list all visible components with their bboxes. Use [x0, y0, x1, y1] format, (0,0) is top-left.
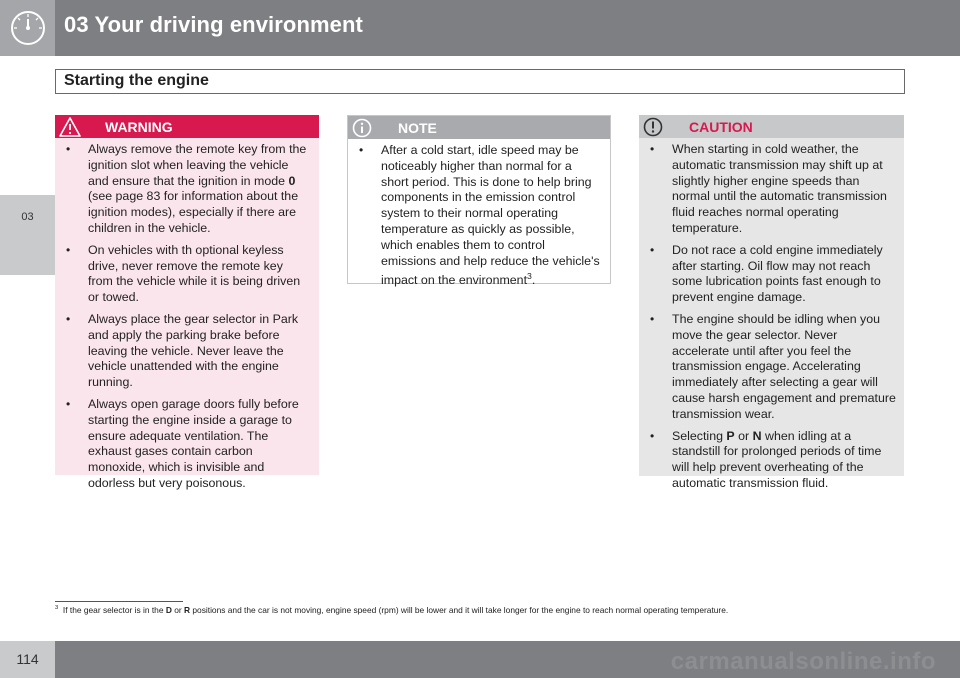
caution-item: • Do not race a cold engine immediately after starting. Oil flow may not reach some lubrication points fast enough to prevent engine damage.	[647, 243, 896, 306]
chapter-title: 03 Your driving environment	[64, 12, 363, 37]
caution-item: • The engine should be idling when you move the gear selector. Never accelerate until after you feel the transmission engage. Accelerating immediately after selecting a gear will cause harsh engagement and premature transmission wear.	[647, 312, 896, 423]
section-title: Starting the engine	[64, 72, 209, 89]
note-title: NOTE	[398, 120, 437, 136]
note-header	[348, 116, 610, 139]
warning-item: • On vehicles with th optional keyless drive, never remove the remote key from the vehicle while it is being driven or towed.	[63, 243, 311, 306]
footnote-number: 3	[55, 605, 59, 612]
footnote: $^3$ If the gear selector is in the D or R positions and the car is not moving, engine speed (rpm) will be lower and it will take longer for the engine to reach normal operating temperature.	[55, 605, 729, 615]
caution-list	[647, 142, 896, 492]
section-title-bar	[55, 69, 905, 94]
warning-item: • Always remove the remote key from the ignition slot when leaving the vehicle and ensure that the ignition in mode 0 (see page 83 for information about the ignition modes), especially if there are children in the vehicle.	[63, 142, 311, 237]
note-box	[347, 115, 611, 288]
info-icon	[352, 118, 372, 138]
page-number-tab	[0, 641, 55, 678]
speedometer-icon	[9, 9, 47, 47]
chapter-header	[0, 0, 960, 56]
footnote-divider	[55, 601, 183, 602]
note-item: • After a cold start, idle speed may be noticeably higher than normal for a short period. This is done to help bring components in the emission control system to their normal operating temperature as quickly as possible, which enables them to control emissions and help reduce the vehicle's impact on the environment$^3$.	[356, 143, 602, 289]
warning-list	[63, 142, 311, 492]
page-footer	[0, 641, 960, 678]
header-icon-panel	[0, 0, 55, 56]
footnote-reference: 3	[527, 271, 532, 282]
page-number: 114	[16, 651, 39, 667]
caution-header	[639, 115, 904, 138]
warning-box	[55, 115, 319, 490]
chapter-side-tab	[0, 195, 55, 275]
caution-box	[639, 115, 904, 490]
watermark: carmanualsonline.info	[670, 648, 936, 675]
caution-item: • When starting in cold weather, the automatic transmission may shift up at slightly higher engine speeds than normal until the automatic transmission fluid reaches normal operating temperature.	[647, 142, 896, 237]
caution-item: • Selecting P or N when idling at a standstill for prolonged periods of time will help prevent overheating of the automatic transmission fluid.	[647, 429, 896, 492]
exclamation-circle-icon	[643, 117, 663, 137]
warning-item: • Always open garage doors fully before starting the engine inside a garage to ensure adequate ventilation. The exhaust gases contain carbon monoxide, which is invisible and odorless but very poisonous.	[63, 397, 311, 492]
side-tab-label: 03	[21, 211, 34, 223]
warning-header	[55, 115, 319, 138]
caution-title: CAUTION	[689, 119, 753, 135]
note-list	[356, 143, 602, 289]
warning-item: • Always place the gear selector in Park and apply the parking brake before leaving the vehicle. Never leave the vehicle unattended with the engine running.	[63, 312, 311, 391]
warning-triangle-icon	[59, 117, 81, 137]
warning-title: WARNING	[105, 119, 173, 135]
